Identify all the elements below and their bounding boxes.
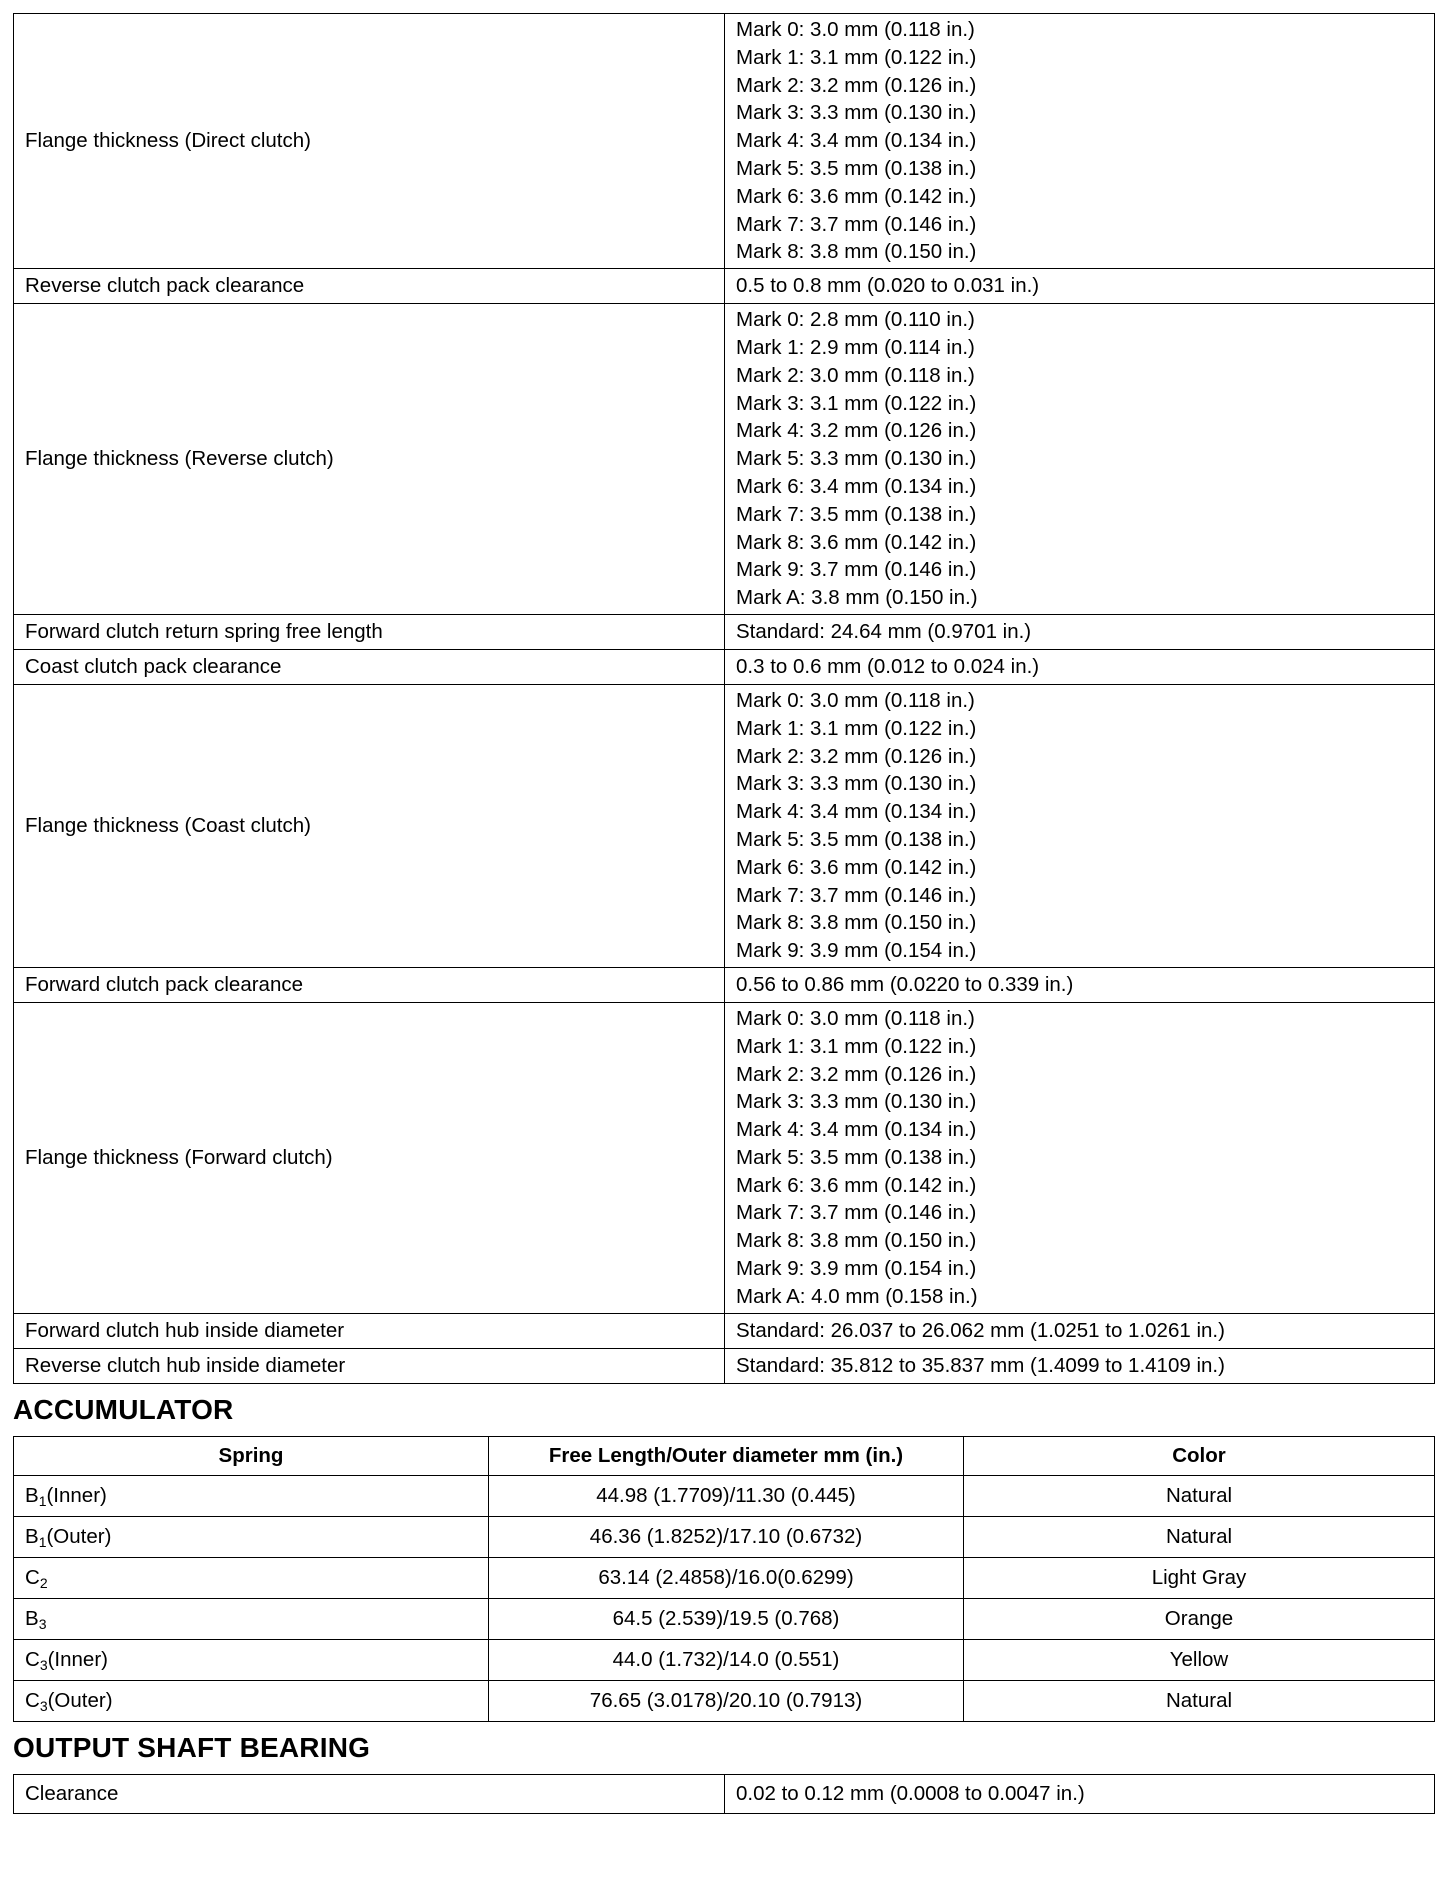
spec-value-line: Standard: 24.64 mm (0.9701 in.) — [736, 620, 1032, 644]
spec-value-line: Mark 6: 3.6 mm (0.142 in.) — [736, 1173, 977, 1197]
spec-value — [725, 649, 1435, 684]
clearance-value: 0.02 to 0.12 mm (0.0008 to 0.0047 in.) — [725, 1774, 1435, 1813]
accumulator-table — [13, 1436, 1435, 1722]
spec-value-line: Mark 4: 3.4 mm (0.134 in.) — [736, 1118, 977, 1142]
clearance-label: Clearance — [14, 1774, 725, 1813]
accumulator-heading: ACCUMULATOR — [13, 1393, 234, 1425]
spring-dimensions: 64.5 (2.539)/19.5 (0.768) — [489, 1598, 964, 1639]
spec-label: Flange thickness (Direct clutch) — [14, 14, 725, 269]
spec-page — [13, 13, 1435, 1814]
spring-color: Orange — [964, 1598, 1435, 1639]
spec-value-line: Standard: 26.037 to 26.062 mm (1.0251 to 1.0261 in.) — [736, 1318, 1225, 1342]
table-row — [14, 14, 1435, 269]
spring-subscript: 3 — [38, 1615, 47, 1632]
table-row — [14, 269, 1435, 304]
spring-subscript: 1 — [38, 1492, 47, 1509]
spec-value-line: Standard: 35.812 to 35.837 mm (1.4099 to 1.4109 in.) — [736, 1353, 1225, 1377]
spec-value — [725, 14, 1435, 269]
spec-value-line: Mark 1: 3.1 mm (0.122 in.) — [736, 716, 977, 740]
spec-value-line: Mark 1: 3.1 mm (0.122 in.) — [736, 1034, 977, 1058]
spring-letter: C — [25, 1565, 40, 1589]
spec-value-line: Mark 3: 3.3 mm (0.130 in.) — [736, 101, 977, 125]
spec-value-line: Mark 8: 3.8 mm (0.150 in.) — [736, 911, 977, 935]
table-row — [14, 684, 1435, 967]
spring-dimensions: 46.36 (1.8252)/17.10 (0.6732) — [489, 1516, 964, 1557]
clutch-spec-body — [14, 14, 1435, 1384]
table-row — [14, 304, 1435, 615]
spring-letter: B — [25, 1606, 39, 1630]
spring-suffix: (Outer) — [46, 1524, 112, 1548]
spec-value — [725, 269, 1435, 304]
spring-subscript: 3 — [39, 1656, 48, 1673]
spring-color: Natural — [964, 1680, 1435, 1721]
table-row — [14, 1680, 1435, 1721]
spring-name — [14, 1680, 489, 1721]
spring-name — [14, 1475, 489, 1516]
spring-suffix: (Outer) — [47, 1688, 113, 1712]
spring-name — [14, 1598, 489, 1639]
table-row — [14, 1774, 1435, 1813]
spring-letter: B — [25, 1524, 39, 1548]
table-row — [14, 1639, 1435, 1680]
spec-label: Reverse clutch pack clearance — [14, 269, 725, 304]
spec-value-line: Mark 5: 3.3 mm (0.130 in.) — [736, 447, 977, 471]
spec-value-line: Mark 9: 3.7 mm (0.146 in.) — [736, 558, 977, 582]
spec-value-line: Mark 5: 3.5 mm (0.138 in.) — [736, 1145, 977, 1169]
output-shaft-table — [13, 1774, 1435, 1814]
spec-value-line: 0.5 to 0.8 mm (0.020 to 0.031 in.) — [736, 274, 1040, 298]
spec-value-line: Mark 5: 3.5 mm (0.138 in.) — [736, 156, 977, 180]
spec-value-line: Mark A: 3.8 mm (0.150 in.) — [736, 586, 978, 610]
spec-value — [725, 1348, 1435, 1383]
spring-color: Natural — [964, 1516, 1435, 1557]
spec-value-line: Mark A: 4.0 mm (0.158 in.) — [736, 1284, 978, 1308]
spring-letter: B — [25, 1483, 39, 1507]
spring-suffix: (Inner) — [46, 1483, 107, 1507]
accumulator-body — [14, 1475, 1435, 1721]
spec-label: Forward clutch hub inside diameter — [14, 1313, 725, 1348]
header-color: Color — [964, 1436, 1435, 1475]
spec-value-line: 0.56 to 0.86 mm (0.0220 to 0.339 in.) — [736, 973, 1074, 996]
spring-dimensions: 44.98 (1.7709)/11.30 (0.445) — [489, 1475, 964, 1516]
spec-value — [725, 614, 1435, 649]
spec-value-line: Mark 4: 3.2 mm (0.126 in.) — [736, 419, 977, 443]
accumulator-header-row — [14, 1436, 1435, 1475]
spec-value-line: Mark 6: 3.4 mm (0.134 in.) — [736, 474, 977, 498]
spec-label: Forward clutch return spring free length — [14, 614, 725, 649]
table-row — [14, 1516, 1435, 1557]
spec-value-line: Mark 2: 3.2 mm (0.126 in.) — [736, 1062, 977, 1086]
spring-subscript: 1 — [38, 1533, 47, 1550]
spec-value-line: Mark 7: 3.7 mm (0.146 in.) — [736, 1201, 977, 1225]
spec-value-line: Mark 8: 3.8 mm (0.150 in.) — [736, 1229, 977, 1253]
spec-value-line: Mark 0: 2.8 mm (0.110 in.) — [736, 308, 975, 332]
spec-value-line: Mark 0: 3.0 mm (0.118 in.) — [736, 688, 975, 712]
spec-value — [725, 1002, 1435, 1313]
table-row — [14, 1475, 1435, 1516]
output-shaft-heading: OUTPUT SHAFT BEARING — [13, 1731, 371, 1763]
spec-value-line: Mark 7: 3.7 mm (0.146 in.) — [736, 212, 977, 236]
spring-letter: C — [25, 1647, 40, 1671]
table-row — [14, 1002, 1435, 1313]
clutch-spec-table — [13, 13, 1435, 1384]
spec-value-line: Mark 7: 3.5 mm (0.138 in.) — [736, 502, 977, 526]
spring-name — [14, 1557, 489, 1598]
spring-letter: C — [25, 1688, 40, 1712]
spec-value-line: Mark 2: 3.2 mm (0.126 in.) — [736, 744, 977, 768]
spec-value-line: Mark 8: 3.8 mm (0.150 in.) — [736, 240, 977, 264]
spec-label: Flange thickness (Reverse clutch) — [14, 304, 725, 615]
spec-label: Forward clutch pack clearance — [14, 967, 725, 1002]
table-row — [14, 614, 1435, 649]
spring-color: Yellow — [964, 1639, 1435, 1680]
spec-value-line: Mark 7: 3.7 mm (0.146 in.) — [736, 883, 977, 907]
spec-value-line: Mark 2: 3.0 mm (0.118 in.) — [736, 363, 975, 387]
spec-value — [725, 684, 1435, 967]
table-row — [14, 967, 1435, 1002]
spec-value-line: Mark 2: 3.2 mm (0.126 in.) — [736, 73, 977, 97]
spring-dimensions: 63.14 (2.4858)/16.0(0.6299) — [489, 1557, 964, 1598]
spec-value-line: Mark 1: 2.9 mm (0.114 in.) — [736, 335, 975, 359]
spec-label: Flange thickness (Forward clutch) — [14, 1002, 725, 1313]
spec-label: Flange thickness (Coast clutch) — [14, 684, 725, 967]
spec-value-line: Mark 3: 3.3 mm (0.130 in.) — [736, 772, 977, 796]
spec-value-line: Mark 9: 3.9 mm (0.154 in.) — [736, 939, 977, 963]
header-spring: Spring — [14, 1436, 489, 1475]
table-row — [14, 1598, 1435, 1639]
spec-value-line: Mark 6: 3.6 mm (0.142 in.) — [736, 855, 977, 879]
table-row — [14, 649, 1435, 684]
spec-value — [725, 304, 1435, 615]
spring-name — [14, 1516, 489, 1557]
spring-color: Natural — [964, 1475, 1435, 1516]
spec-value-line: Mark 3: 3.3 mm (0.130 in.) — [736, 1090, 977, 1114]
spring-dimensions: 44.0 (1.732)/14.0 (0.551) — [489, 1639, 964, 1680]
spring-name — [14, 1639, 489, 1680]
table-row — [14, 1557, 1435, 1598]
spring-dimensions: 76.65 (3.0178)/20.10 (0.7913) — [489, 1680, 964, 1721]
spring-subscript: 3 — [39, 1697, 48, 1714]
spec-value-line: Mark 3: 3.1 mm (0.122 in.) — [736, 391, 977, 415]
spring-suffix: (Inner) — [47, 1647, 108, 1671]
spec-value-line: Mark 0: 3.0 mm (0.118 in.) — [736, 1006, 975, 1030]
spec-value-line: Mark 9: 3.9 mm (0.154 in.) — [736, 1257, 977, 1281]
spec-value-line: 0.3 to 0.6 mm (0.012 to 0.024 in.) — [736, 655, 1040, 679]
spec-value-line: Mark 5: 3.5 mm (0.138 in.) — [736, 827, 977, 851]
spec-value-line: Mark 6: 3.6 mm (0.142 in.) — [736, 184, 977, 208]
spec-value-line: Mark 4: 3.4 mm (0.134 in.) — [736, 800, 977, 824]
spec-value-line: Mark 0: 3.0 mm (0.118 in.) — [736, 18, 975, 41]
spec-label: Reverse clutch hub inside diameter — [14, 1348, 725, 1383]
spec-value-line: Mark 8: 3.6 mm (0.142 in.) — [736, 530, 977, 554]
spec-value-line: Mark 4: 3.4 mm (0.134 in.) — [736, 129, 977, 153]
spec-value-line: Mark 1: 3.1 mm (0.122 in.) — [736, 45, 977, 69]
table-row — [14, 1313, 1435, 1348]
spring-color: Light Gray — [964, 1557, 1435, 1598]
spec-label: Coast clutch pack clearance — [14, 649, 725, 684]
header-dimensions: Free Length/Outer diameter mm (in.) — [489, 1436, 964, 1475]
spec-value — [725, 1313, 1435, 1348]
spec-value — [725, 967, 1435, 1002]
spring-subscript: 2 — [39, 1574, 48, 1591]
table-row — [14, 1348, 1435, 1383]
